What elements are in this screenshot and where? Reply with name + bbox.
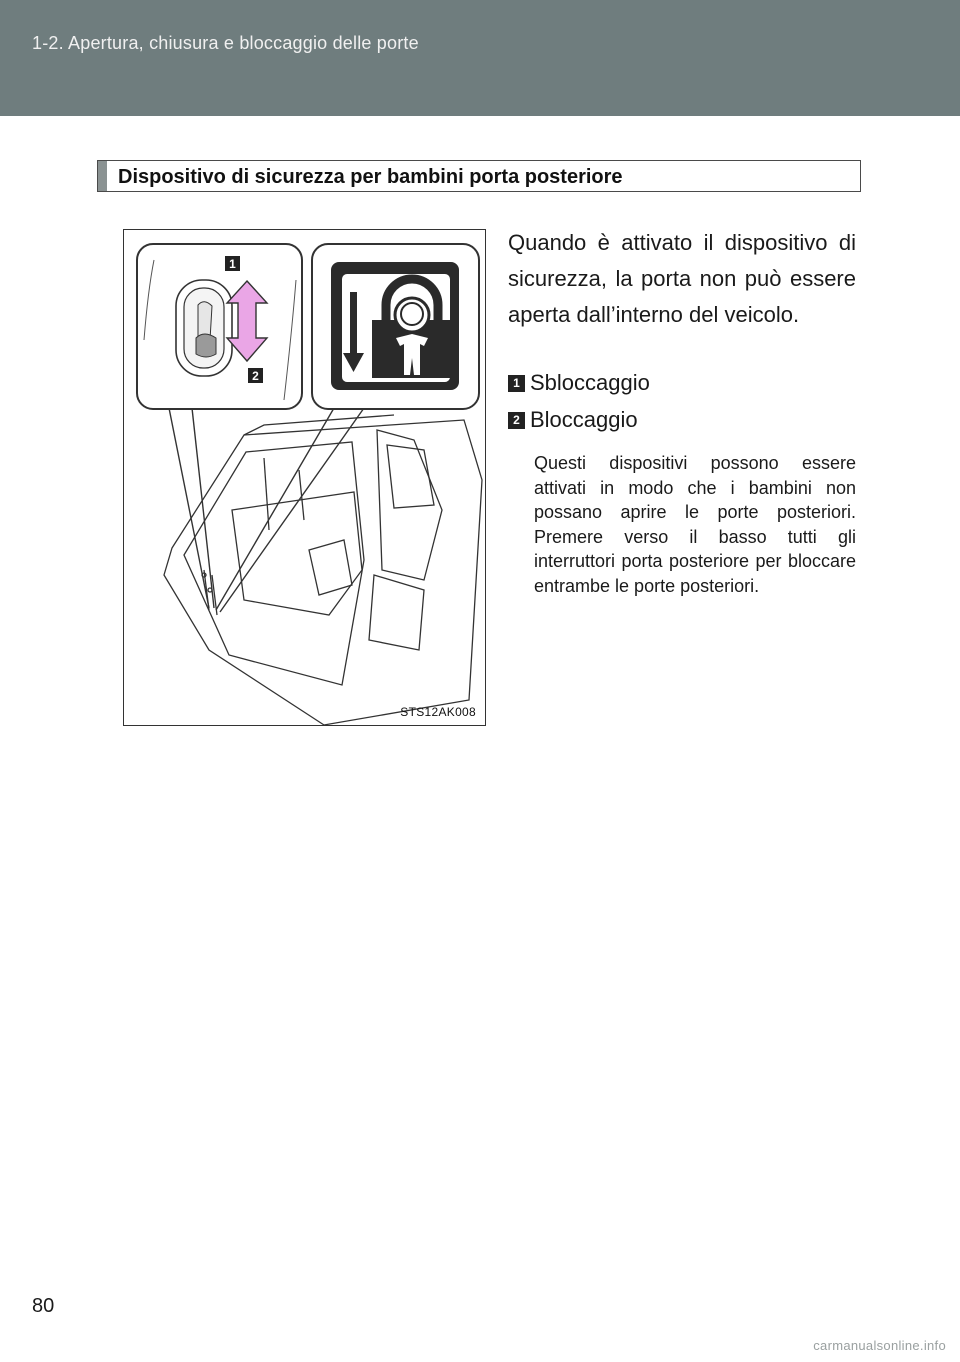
door-drawing — [164, 415, 482, 725]
section-title: Dispositivo di sicurezza per bambini porta posteriore — [118, 166, 623, 188]
page-number: 80 — [32, 1295, 55, 1317]
note-paragraph: Questi dispositivi possono essere attivati in modo che i bambini non possano aprire le porte posteriori. Premere verso il basso tutti gli interruttori porta posteriore per bloccare entrambe le porte posteriori. — [534, 453, 856, 596]
page-header — [0, 0, 960, 116]
switch-inset — [137, 244, 302, 409]
title-accent — [98, 161, 107, 191]
illustration-svg — [124, 230, 487, 727]
legend-item-lock — [508, 409, 638, 431]
legend-badge-2: 2 — [508, 412, 525, 429]
callout-1-number: 1 — [229, 257, 236, 271]
legend-item-unlock — [508, 372, 650, 394]
figure-code: STS12AK008 — [400, 705, 476, 719]
legend-label-unlock: Sbloccaggio — [530, 370, 650, 395]
chapter-title: 1-2. Apertura, chiusura e bloccaggio delle porte — [32, 33, 419, 53]
callout-2-number: 2 — [252, 369, 259, 383]
section-title-bar — [97, 160, 861, 192]
watermark: carmanualsonline.info — [813, 1338, 946, 1353]
child-lock-symbol-inset — [312, 244, 479, 409]
callout-lines — [169, 408, 364, 612]
legend-label-lock: Bloccaggio — [530, 407, 638, 432]
intro-paragraph: Quando è attivato il dispositivo di sicurezza, la porta non può essere aperta dall’interno del veicolo. — [508, 230, 856, 327]
legend-badge-1: 1 — [508, 375, 525, 392]
child-lock-illustration — [123, 229, 486, 726]
